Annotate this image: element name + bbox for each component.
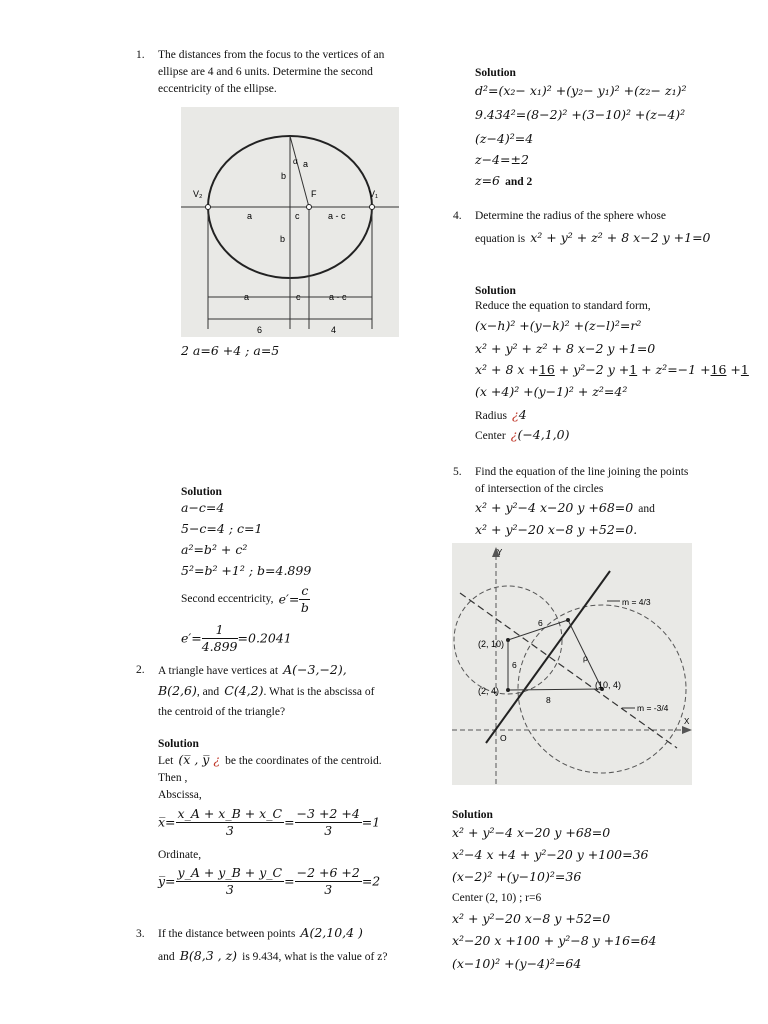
q2-line-1 [158, 659, 347, 681]
or-frac-2 [295, 865, 362, 898]
q4-solution-line-3 [475, 359, 749, 381]
ab-den-1: 3 [225, 823, 234, 838]
q2-let-coords: (x̅ , y̅ [178, 752, 214, 767]
ecc2-lhs: e′= [181, 630, 202, 646]
axis-label-y: Y [497, 548, 503, 557]
ab-den-2: 3 [324, 823, 333, 838]
or-num-2: −2 +6 +2 [296, 865, 360, 880]
q4-solution-line-1: (x−h)² +(y−k)² +(z−l)²=r² [475, 318, 642, 333]
label-rho: ρ [583, 653, 588, 663]
s3-u1: 16 [538, 362, 555, 377]
q4-line-1: Determine the radius of the sphere whose [475, 210, 666, 222]
q5-solution-line-4: x² + y²−20 x−8 y +52=0 [452, 911, 611, 926]
or-rhs: =2 [361, 873, 381, 889]
q2-line-2 [158, 680, 374, 702]
q4-number: 4. [453, 210, 462, 222]
q4-solution-label: Solution [475, 285, 516, 297]
fig-label-amc: a - c [328, 211, 346, 221]
q3-point-a: A(2,10,4 ) [300, 925, 363, 940]
radius-label: Radius [475, 410, 507, 422]
ecc-denominator: b [300, 600, 309, 615]
label-point-10-4: (10, 4) [595, 680, 622, 690]
center-value: (−4,1,0) [517, 427, 570, 442]
or-den-2: 3 [324, 882, 333, 897]
q3-solution-label: Solution [475, 67, 516, 79]
q4-radius [475, 404, 527, 426]
q3-and-2: and 2 [505, 176, 533, 188]
q3-point-b: B(8,3 , z) [179, 948, 238, 963]
q2-then: Then , [158, 772, 188, 784]
q1-solution-label: Solution [181, 486, 222, 498]
fig-label-four: 4 [331, 325, 337, 335]
q2-abscissa-label: Abscissa, [158, 789, 202, 801]
ecc-lhs: e′= [278, 591, 300, 607]
q1-solution-line-4: 5²=b² +1² ; b=4.899 [181, 563, 312, 578]
label-origin: O [500, 733, 507, 743]
q2-let: Let [158, 755, 174, 767]
ab-rhs: =1 [361, 814, 381, 830]
or-frac-1 [176, 865, 285, 898]
radius-value: 4 [518, 407, 527, 422]
q2-let-line [158, 749, 382, 771]
s3-c: + z²=−1 + [637, 362, 711, 377]
q2-ordinate-eq [158, 865, 380, 898]
fig-label-v2: V₂ [193, 189, 203, 199]
label-six-top: 6 [538, 618, 543, 628]
label-point-2-4: (2, 4) [478, 686, 500, 696]
fig-label-amc-dim: a - c [329, 292, 347, 302]
label-m-neg-3-4: m = -3/4 [637, 703, 669, 713]
fig-label-b-low: b [280, 234, 286, 244]
q5-solution-line-5: x²−20 x +100 + y²−8 y +16=64 [452, 933, 657, 948]
q5-solution-line-1: x² + y²−4 x−20 y +68=0 [452, 825, 611, 840]
or-den-1: 3 [225, 882, 234, 897]
ab-frac-1 [176, 806, 285, 839]
label-eight: 8 [546, 695, 551, 705]
s3-a: x² + 8 x + [475, 362, 539, 377]
q1-ecc-value [181, 622, 292, 655]
q3-text-and: and [158, 951, 175, 963]
fig-label-v1: V₁ [369, 189, 379, 199]
center-label: Center [475, 430, 506, 442]
q5-number: 5. [453, 466, 462, 478]
q3-line-1 [158, 922, 363, 944]
q5-line-2: of intersection of the circles [475, 483, 604, 495]
q5-center-radius: Center (2, 10) ; r=6 [452, 892, 542, 904]
s3-b: + y²−2 y + [554, 362, 630, 377]
q2-vertex-c: C(4,2) [224, 683, 264, 698]
fig-label-a-dim: a [244, 292, 250, 302]
label-m-4-3: m = 4/3 [622, 597, 651, 607]
radius-glyph: ¿ [512, 407, 519, 422]
q4-sphere-equation: x² + y² + z² + 8 x−2 y +1=0 [530, 230, 711, 245]
q5-line-1: Find the equation of the line joining the points [475, 466, 689, 478]
fig-label-b-top: b [281, 171, 287, 181]
fig-label-f: F [311, 189, 317, 199]
q1-question-text: The distances from the focus to the vertices of an ellipse are 4 and 6 units. Determine the second eccentricity of the ellipse. [158, 49, 385, 95]
q3-solution-line-2: 9.434²=(8−2)² +(3−10)² +(z−4)² [475, 107, 686, 122]
fig-label-alpha: α [293, 157, 298, 166]
q1-solution-line-3: a²=b² + c² [181, 542, 248, 557]
q5-solution-line-3: (x−2)² +(y−10)²=36 [452, 869, 582, 884]
q2-line-3: the centroid of the triangle? [158, 706, 286, 718]
circles-diagram [452, 543, 692, 785]
ellipse-diagram [181, 107, 399, 337]
q4-text: equation is [475, 233, 526, 245]
q2-solution-label: Solution [158, 738, 199, 750]
q5-circle-eq-1: x² + y²−4 x−20 y +68=0 [475, 500, 634, 515]
ab-eq: = [284, 814, 295, 830]
s3-d: + [726, 362, 741, 377]
q3-number: 3. [136, 928, 145, 940]
q5-circle-eq-2: x² + y²−20 x−8 y +52=0. [475, 522, 638, 537]
axis-label-x: X [684, 717, 690, 726]
or-num-1: y_A + y_B + y_C [177, 865, 283, 880]
q5-circle-1 [475, 497, 655, 519]
ab-frac-2 [295, 806, 362, 839]
q1-eq-2a: 2 a=6 +4 ; a=5 [181, 343, 280, 358]
q5-and: and [638, 503, 655, 515]
q2-ordinate-label: Ordinate, [158, 849, 202, 861]
s3-u4: 1 [740, 362, 749, 377]
fig-label-c-mid: c [295, 211, 300, 221]
ab-num-2: −3 +2 +4 [296, 806, 360, 821]
fig-label-a-left: a [247, 211, 253, 221]
q3-solution-line-4: z−4=±2 [475, 152, 529, 167]
fig-label-c-dim: c [296, 292, 301, 302]
center-glyph: ¿ [510, 427, 518, 442]
q2-let-glyph: ¿ [213, 752, 221, 767]
q1-solution-line-1: a−c=4 [181, 500, 225, 515]
s3-u2: 1 [629, 362, 638, 377]
q4-center [475, 424, 570, 446]
ecc2-rhs: =0.2041 [237, 630, 292, 646]
q3-text-1: If the distance between points [158, 928, 296, 940]
q3-solution-line-3: (z−4)²=4 [475, 131, 534, 146]
q3-line-2 [158, 945, 387, 967]
q4-solution-line-2: x² + y² + z² + 8 x−2 y +1=0 [475, 341, 656, 356]
q3-solution-line-5 [475, 170, 532, 192]
ellipse-figure [181, 107, 399, 337]
q5-solution-label: Solution [452, 809, 493, 821]
q2-vertex-b: B(2,6) [158, 683, 197, 698]
circles-figure [452, 543, 692, 785]
q3-z-value: z=6 [475, 173, 501, 188]
fig-label-a-diag: a [303, 159, 309, 169]
q2-let-text: be the coordinates of the centroid. [225, 755, 382, 767]
label-six-left: 6 [512, 660, 517, 670]
q2-vertex-a: A(−3,−2), [283, 662, 347, 677]
q2-text-2: . What is the abscissa of [263, 686, 375, 698]
ecc2-numerator: 1 [202, 622, 238, 639]
ab-num-1: x_A + x_B + x_C [177, 806, 283, 821]
ecc-numerator: c [301, 583, 309, 598]
q4-solution-line-4: (x +4)² +(y−1)² + z²=4² [475, 384, 628, 399]
ecc-fraction [299, 583, 310, 616]
or-eq: = [284, 873, 295, 889]
q2-abscissa-eq [158, 806, 380, 839]
q3-solution-line-1: d²=(x₂− x₁)² +(y₂− y₁)² +(z₂− z₁)² [475, 83, 687, 98]
q2-number: 2. [136, 664, 145, 676]
ab-lhs: x̅= [158, 814, 176, 830]
q1-second-eccentricity [181, 583, 310, 616]
s3-u3: 16 [710, 362, 727, 377]
q1-number: 1. [136, 49, 145, 61]
q5-solution-line-2: x²−4 x +4 + y²−20 y +100=36 [452, 847, 649, 862]
q5-solution-line-6: (x−10)² +(y−4)²=64 [452, 956, 582, 971]
q4-reduce-text: Reduce the equation to standard form, [475, 300, 651, 312]
ecc2-denominator: 4.899 [201, 639, 238, 654]
ecc-label: Second eccentricity, [181, 593, 274, 605]
q1-solution-line-2: 5−c=4 ; c=1 [181, 521, 263, 536]
q2-text-1: A triangle have vertices at [158, 665, 279, 677]
or-lhs: y̅= [158, 873, 176, 889]
q3-text-2: is 9.434, what is the value of z? [242, 951, 388, 963]
fig-label-six: 6 [257, 325, 263, 335]
q4-line-2 [475, 227, 711, 249]
ecc2-fraction [202, 622, 238, 655]
label-point-2-10: (2, 10) [478, 639, 505, 649]
q2-text-and: , and [196, 686, 220, 698]
